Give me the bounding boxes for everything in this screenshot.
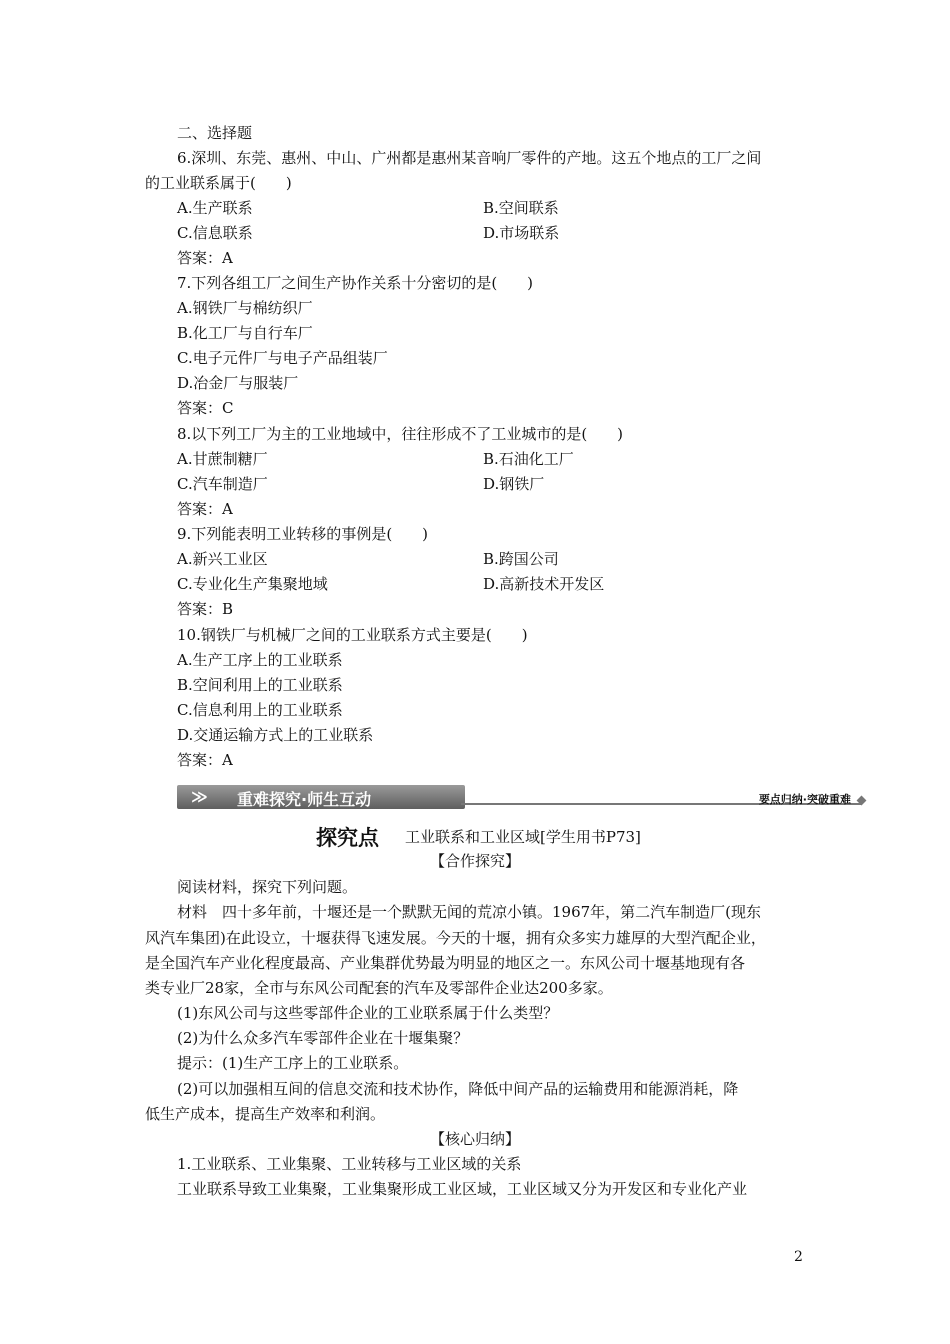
double-chevron-icon: ≫	[191, 787, 204, 806]
explore-intro: 阅读材料，探究下列问题。	[177, 878, 358, 896]
q10-answer: 答案：A	[177, 751, 233, 769]
explore-point-subtitle: 工业联系和工业区域[学生用书P73]	[405, 828, 641, 846]
hint-2-line1: (2)可以加强相互间的信息交流和技术协作，降低中间产品的运输费用和能源消耗，降	[177, 1080, 739, 1098]
material-line2: 风汽车集团)在此设立，十堰获得飞速发展。今天的十堰，拥有众多实力雄厚的大型汽配企业，	[145, 929, 766, 947]
q7-option-a: A.钢铁厂与棉纺织厂	[177, 299, 313, 317]
material-line4: 类专业厂28家，全市与东风公司配套的汽车及零部件企业达200多家。	[145, 979, 613, 997]
coop-heading: 【合作探究】	[429, 852, 520, 870]
core-point-1-text: 工业联系导致工业集聚，工业集聚形成工业区域，工业区域又分为开发区和专业化产业	[177, 1180, 748, 1198]
q8-answer: 答案：A	[177, 500, 233, 518]
core-point-1: 1.工业联系、工业集聚、工业转移与工业区域的关系	[177, 1155, 522, 1173]
core-heading: 【核心归纳】	[429, 1130, 520, 1148]
q8-option-c: C.汽车制造厂	[177, 475, 268, 493]
q8-option-d: D.钢铁厂	[483, 475, 545, 493]
q7-answer: 答案：C	[177, 399, 234, 417]
hint-1: 提示：(1)生产工序上的工业联系。	[177, 1054, 409, 1072]
q9-answer: 答案：B	[177, 600, 234, 618]
q6-option-b: B.空间联系	[483, 199, 559, 217]
q9-option-b: B.跨国公司	[483, 550, 559, 568]
q7-option-c: C.电子元件厂与电子产品组装厂	[177, 349, 388, 367]
explore-question-1: (1)东风公司与这些零部件企业的工业联系属于什么类型？	[177, 1004, 559, 1022]
q10-option-a: A.生产工序上的工业联系	[177, 651, 343, 669]
explore-question-2: (2)为什么众多汽车零部件企业在十堰集聚？	[177, 1029, 469, 1047]
q9-option-a: A.新兴工业区	[177, 550, 268, 568]
banner-title: 重难探究·师生互动	[237, 790, 372, 809]
q10-stem: 10.钢铁厂与机械厂之间的工业联系方式主要是( )	[177, 626, 528, 644]
material-line3: 是全国汽车产业化程度最高、产业集群优势最为明显的地区之一。东风公司十堰基地现有各	[145, 954, 746, 972]
q7-option-d: D.冶金厂与服装厂	[177, 374, 299, 392]
q6-stem-line1: 6.深圳、东莞、惠州、中山、广州都是惠州某音响厂零件的产地。这五个地点的工厂之间	[177, 149, 762, 167]
q8-stem: 8.以下列工厂为主的工业地域中，往往形成不了工业城市的是( )	[177, 425, 624, 443]
q7-stem: 7.下列各组工厂之间生产协作关系十分密切的是( )	[177, 274, 534, 292]
material-line1: 材料 四十多年前，十堰还是一个默默无闻的荒凉小镇。1967年，第二汽车制造厂(现东	[177, 903, 762, 921]
q8-option-a: A.甘蔗制糖厂	[177, 450, 268, 468]
q10-option-d: D.交通运输方式上的工业联系	[177, 726, 374, 744]
q8-option-b: B.石油化工厂	[483, 450, 574, 468]
q6-stem-line2: 的工业联系属于( )	[145, 174, 292, 192]
q6-option-d: D.市场联系	[483, 224, 560, 242]
hint-2-line2: 低生产成本，提高生产效率和利润。	[145, 1105, 386, 1123]
section-heading: 二、选择题	[177, 124, 253, 142]
q10-option-b: B.空间利用上的工业联系	[177, 676, 343, 694]
q7-option-b: B.化工厂与自行车厂	[177, 324, 313, 342]
q6-option-a: A.生产联系	[177, 199, 253, 217]
explore-point-label: 探究点	[316, 826, 379, 850]
q6-option-c: C.信息联系	[177, 224, 253, 242]
q6-answer: 答案：A	[177, 249, 233, 267]
section-banner	[177, 785, 865, 811]
banner-right-label: 要点归纳·突破重难	[758, 793, 851, 806]
q9-option-c: C.专业化生产集聚地域	[177, 575, 328, 593]
q9-option-d: D.高新技术开发区	[483, 575, 605, 593]
q9-stem: 9.下列能表明工业转移的事例是( )	[177, 525, 429, 543]
q10-option-c: C.信息利用上的工业联系	[177, 701, 343, 719]
page-number: 2	[794, 1249, 803, 1265]
